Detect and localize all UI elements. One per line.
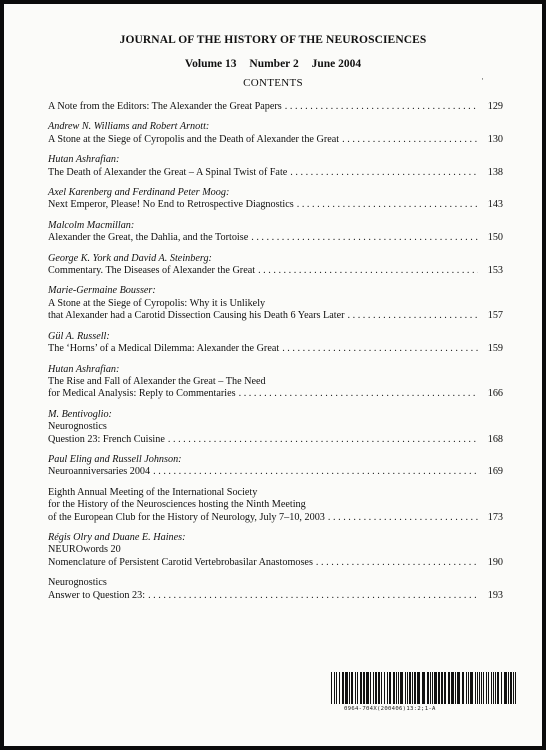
toc-title-line <box>48 310 503 322</box>
barcode-bar <box>334 672 335 704</box>
toc-title-text: The Death of Alexander the Great – A Spinal Twist of Fate <box>48 166 288 178</box>
toc-page-number: 138 <box>487 166 503 178</box>
toc-title-line <box>48 434 503 446</box>
barcode-bar <box>466 672 467 704</box>
toc-page-number: 150 <box>487 232 503 244</box>
barcode-bar <box>495 672 496 704</box>
toc-author: Malcolm Macmillan: <box>48 219 135 231</box>
toc-entry <box>48 487 503 524</box>
barcode-bar <box>373 672 374 704</box>
toc-title-line: Eighth Annual Meeting of the International Society <box>48 486 258 498</box>
dot-leader <box>258 265 478 277</box>
table-of-contents <box>48 101 503 610</box>
toc-title-line <box>48 101 503 113</box>
barcode-bar <box>488 672 489 704</box>
toc-entry <box>48 220 503 245</box>
toc-title-text: Alexander the Great, the Dahlia, and the Tortoise <box>48 232 249 244</box>
toc-title-line <box>48 199 503 211</box>
barcode-bar <box>510 672 512 704</box>
barcode-bar <box>393 672 395 704</box>
toc-title-line <box>48 343 503 355</box>
barcode-bar <box>432 672 433 704</box>
toc-page-number: 157 <box>487 310 503 322</box>
barcode-bar <box>491 672 492 704</box>
barcode-bar <box>360 672 362 704</box>
dot-leader <box>342 134 478 146</box>
dot-leader <box>316 557 478 569</box>
toc-title-line: The Rise and Fall of Alexander the Great – The Need <box>48 375 266 387</box>
barcode-bar <box>486 672 487 704</box>
barcode-bar <box>357 672 358 704</box>
barcode-bar <box>381 672 382 704</box>
barcode-bar <box>336 672 337 704</box>
barcode-image <box>329 672 519 704</box>
toc-page-number: 129 <box>487 101 503 112</box>
journal-contents-page <box>4 4 542 746</box>
toc-title-text: of the European Club for the History of Neurology, July 7–10, 2003 <box>48 511 325 523</box>
barcode-bar <box>414 672 416 704</box>
barcode-bar <box>400 672 403 704</box>
barcode-bar <box>370 672 371 704</box>
dot-leader <box>290 167 478 179</box>
dot-leader <box>285 101 478 113</box>
barcode-bar <box>515 672 516 704</box>
toc-title-text: Neuroanniversaries 2004 <box>48 466 151 478</box>
barcode-bar <box>508 672 509 704</box>
toc-title-text: Answer to Question 23: <box>48 589 146 601</box>
toc-entry <box>48 454 503 479</box>
toc-page-number: 173 <box>487 511 503 523</box>
date-label: June 2004 <box>311 58 362 70</box>
toc-entry <box>48 253 503 278</box>
toc-page-number: 153 <box>487 265 503 277</box>
toc-entry <box>48 187 503 212</box>
toc-author: Régis Olry and Duane E. Haines: <box>48 531 186 543</box>
barcode-bar <box>451 672 454 704</box>
toc-title-line <box>48 590 503 602</box>
toc-page-number: 130 <box>487 133 503 145</box>
barcode-bar <box>434 672 437 704</box>
toc-page-number: 169 <box>487 466 503 478</box>
barcode-bar <box>448 672 450 704</box>
toc-entry <box>48 285 503 322</box>
barcode-bar <box>417 672 420 704</box>
toc-title-line <box>48 388 503 400</box>
barcode-bar <box>355 672 356 704</box>
toc-author: M. Bentivoglio: <box>48 408 112 420</box>
barcode-bar <box>504 672 507 704</box>
speck-mark: · <box>481 74 484 84</box>
barcode-bar <box>345 672 348 704</box>
toc-author: Hutan Ashrafian: <box>48 154 120 166</box>
dot-leader <box>148 590 478 602</box>
barcode-bar <box>457 672 460 704</box>
barcode-bar <box>444 672 446 704</box>
barcode-bar <box>351 672 353 704</box>
barcode-bar <box>378 672 380 704</box>
barcode-bar <box>389 672 391 704</box>
barcode-bar <box>342 672 344 704</box>
barcode-bar <box>387 672 388 704</box>
toc-title-line: Neurognostics <box>48 577 107 589</box>
issue-line <box>4 58 542 70</box>
barcode-bar <box>349 672 350 704</box>
barcode-bar <box>477 672 478 704</box>
toc-title-text: Nomenclature of Persistent Carotid Vertebrobasilar Anastomoses <box>48 556 313 568</box>
toc-page-number: 168 <box>487 433 503 445</box>
toc-title-line: for the History of the Neurosciences hosting the Ninth Meeting <box>48 499 306 511</box>
toc-title-line <box>48 557 503 569</box>
toc-entry <box>48 577 503 602</box>
barcode-bar <box>398 672 399 704</box>
barcode-bar <box>407 672 408 704</box>
toc-title-text: Commentary. The Diseases of Alexander the Great <box>48 265 256 277</box>
toc-entry <box>48 154 503 179</box>
toc-author: Paul Eling and Russell Johnson: <box>48 453 182 465</box>
toc-title-line <box>48 167 503 179</box>
toc-author: Marie-Germaine Bousser: <box>48 285 156 297</box>
toc-entry <box>48 364 503 401</box>
barcode-bar <box>363 672 365 704</box>
toc-title-line: Neurognostics <box>48 421 107 433</box>
toc-title-line <box>48 466 503 478</box>
toc-title-text: Next Emperor, Please! No End to Retrospective Diagnostics <box>48 199 294 211</box>
toc-entry <box>48 532 503 569</box>
barcode-bar <box>412 672 413 704</box>
barcode-bar <box>481 672 482 704</box>
dot-leader <box>282 343 478 355</box>
toc-title-text: for Medical Analysis: Reply to Commentaries <box>48 388 236 400</box>
dot-leader <box>348 310 479 322</box>
toc-title-line <box>48 512 503 524</box>
dot-leader <box>251 232 478 244</box>
toc-title-line: NEUROwords 20 <box>48 544 121 556</box>
journal-title: JOURNAL OF THE HISTORY OF THE NEUROSCIENCES <box>119 34 427 46</box>
barcode-number: 0964-704X(200406)13:2;1-A <box>344 706 436 712</box>
barcode-bar <box>384 672 385 704</box>
toc-title-text: A Stone at the Siege of Cyropolis and the Death of Alexander the Great <box>48 133 340 145</box>
barcode-bar <box>430 672 431 704</box>
barcode-bar <box>468 672 469 704</box>
barcode-bar <box>427 672 429 704</box>
toc-page-number: 193 <box>487 589 503 601</box>
barcode-bar <box>475 672 476 704</box>
dot-leader <box>297 199 478 211</box>
barcode-bar <box>493 672 494 704</box>
contents-heading: CONTENTS <box>243 77 303 89</box>
toc-title-line <box>48 265 503 277</box>
toc-entry <box>48 409 503 446</box>
dot-leader <box>153 466 478 478</box>
toc-title-line <box>48 134 503 146</box>
toc-title-text: Question 23: French Cuisine <box>48 433 165 445</box>
toc-title-text: The ‘Horns’ of a Medical Dilemma: Alexander the Great <box>48 343 280 355</box>
toc-author: Andrew N. Williams and Robert Arnott: <box>48 121 210 133</box>
barcode-bar <box>470 672 473 704</box>
toc-entry <box>48 121 503 146</box>
barcode-bar <box>483 672 484 704</box>
barcode-bar <box>438 672 440 704</box>
barcode-bar <box>513 672 514 704</box>
toc-page-number: 190 <box>487 556 503 568</box>
barcode-bar <box>422 672 425 704</box>
barcode-bar <box>455 672 456 704</box>
barcode-bar <box>441 672 443 704</box>
number-label: Number 2 <box>249 58 299 70</box>
toc-page-number: 143 <box>487 199 503 211</box>
barcode-bar <box>409 672 411 704</box>
barcode-bar <box>339 672 340 704</box>
dot-leader <box>168 434 478 446</box>
toc-page-number: 159 <box>487 343 503 355</box>
toc-page-number: 166 <box>487 388 503 400</box>
toc-title-line <box>48 232 503 244</box>
barcode-bar <box>479 672 480 704</box>
dot-leader <box>239 388 478 400</box>
toc-title-line: A Stone at the Siege of Cyropolis: Why it is Unlikely <box>48 297 266 309</box>
toc-entry <box>48 101 503 113</box>
dot-leader <box>328 512 478 524</box>
barcode-bar <box>501 672 502 704</box>
toc-author: George K. York and David A. Steinberg: <box>48 252 212 264</box>
toc-title-text: that Alexander had a Carotid Dissection Causing his Death 6 Years Later <box>48 310 345 322</box>
toc-entry <box>48 331 503 356</box>
barcode-bar <box>396 672 397 704</box>
toc-author: Axel Karenberg and Ferdinand Peter Moog: <box>48 187 230 199</box>
barcode-bar <box>375 672 377 704</box>
barcode-bar <box>462 672 464 704</box>
barcode-bar <box>366 672 369 704</box>
volume-label: Volume 13 <box>184 58 237 70</box>
toc-author: Gül A. Russell: <box>48 330 110 342</box>
barcode-bar <box>497 672 499 704</box>
barcode-bar <box>405 672 406 704</box>
barcode-bar <box>331 672 332 704</box>
toc-title-text: A Note from the Editors: The Alexander the Great Papers <box>48 101 282 112</box>
toc-author: Hutan Ashrafian: <box>48 363 120 375</box>
